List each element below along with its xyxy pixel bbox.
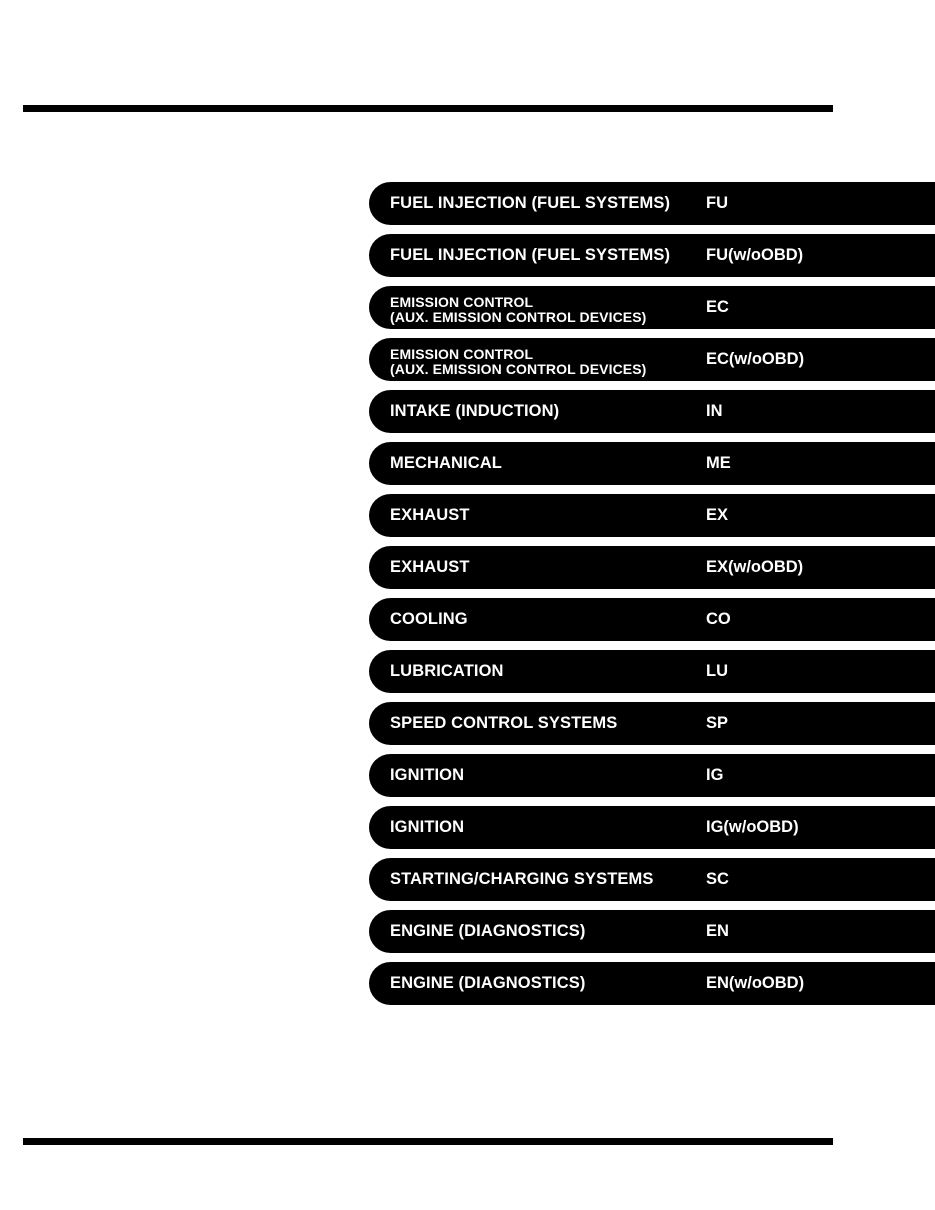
- index-tab-code: CO: [706, 610, 731, 628]
- index-tab-code: EX: [706, 506, 729, 524]
- index-tab-title: ENGINE (DIAGNOSTICS): [390, 922, 586, 940]
- index-tab-ec[interactable]: [369, 286, 935, 329]
- index-tab-title: EMISSION CONTROL (AUX. EMISSION CONTROL DEVICES): [390, 293, 647, 325]
- index-tab-code: FU: [706, 194, 728, 212]
- index-tab-code: EC: [706, 298, 729, 316]
- index-tab-code: IN: [706, 402, 723, 420]
- index-tab-title: LUBRICATION: [390, 662, 504, 680]
- index-tab-en[interactable]: [369, 910, 935, 953]
- index-tab-title: SPEED CONTROL SYSTEMS: [390, 714, 618, 732]
- index-tab-en-wo-obd[interactable]: [369, 962, 935, 1005]
- index-tab-title: MECHANICAL: [390, 454, 502, 472]
- index-tab-code: ME: [706, 454, 731, 472]
- index-tab-ig-wo-obd[interactable]: [369, 806, 935, 849]
- index-tab-ex-wo-obd[interactable]: [369, 546, 935, 589]
- index-tab-fu-wo-obd[interactable]: [369, 234, 935, 277]
- index-tab-title: EXHAUST: [390, 506, 470, 524]
- index-tab-code: SC: [706, 870, 729, 888]
- index-tab-code: SP: [706, 714, 729, 732]
- index-tab-co[interactable]: [369, 598, 935, 641]
- index-tab-code: FU(w/oOBD): [706, 246, 804, 264]
- index-tab-code: EC(w/oOBD): [706, 350, 805, 368]
- index-tab-title: INTAKE (INDUCTION): [390, 402, 560, 420]
- index-tab-code: LU: [706, 662, 728, 680]
- index-tab-title: EXHAUST: [390, 558, 470, 576]
- bottom-rule: [23, 1138, 833, 1145]
- index-tab-code: IG: [706, 766, 724, 784]
- index-tab-title: FUEL INJECTION (FUEL SYSTEMS): [390, 246, 671, 264]
- index-tab-fu[interactable]: [369, 182, 935, 225]
- index-tab-ex[interactable]: [369, 494, 935, 537]
- index-tab-code: EX(w/oOBD): [706, 558, 804, 576]
- index-tab-code: EN: [706, 922, 729, 940]
- index-tab-sp[interactable]: [369, 702, 935, 745]
- index-tab-code: EN(w/oOBD): [706, 974, 805, 992]
- index-tab-lu[interactable]: [369, 650, 935, 693]
- top-rule: [23, 105, 833, 112]
- index-tab-title: IGNITION: [390, 818, 465, 836]
- index-tab-sc[interactable]: [369, 858, 935, 901]
- index-tab-title: EMISSION CONTROL (AUX. EMISSION CONTROL DEVICES): [390, 345, 647, 377]
- index-tab-ec-wo-obd[interactable]: [369, 338, 935, 381]
- index-tab-code: IG(w/oOBD): [706, 818, 799, 836]
- index-tab-title: FUEL INJECTION (FUEL SYSTEMS): [390, 194, 671, 212]
- section-index-tabs: [369, 182, 935, 1014]
- index-tab-title: ENGINE (DIAGNOSTICS): [390, 974, 586, 992]
- index-tab-title: STARTING/CHARGING SYSTEMS: [390, 870, 654, 888]
- index-tab-title: IGNITION: [390, 766, 465, 784]
- index-tab-in[interactable]: [369, 390, 935, 433]
- index-tab-me[interactable]: [369, 442, 935, 485]
- index-tab-title: COOLING: [390, 610, 468, 628]
- index-tab-ig[interactable]: [369, 754, 935, 797]
